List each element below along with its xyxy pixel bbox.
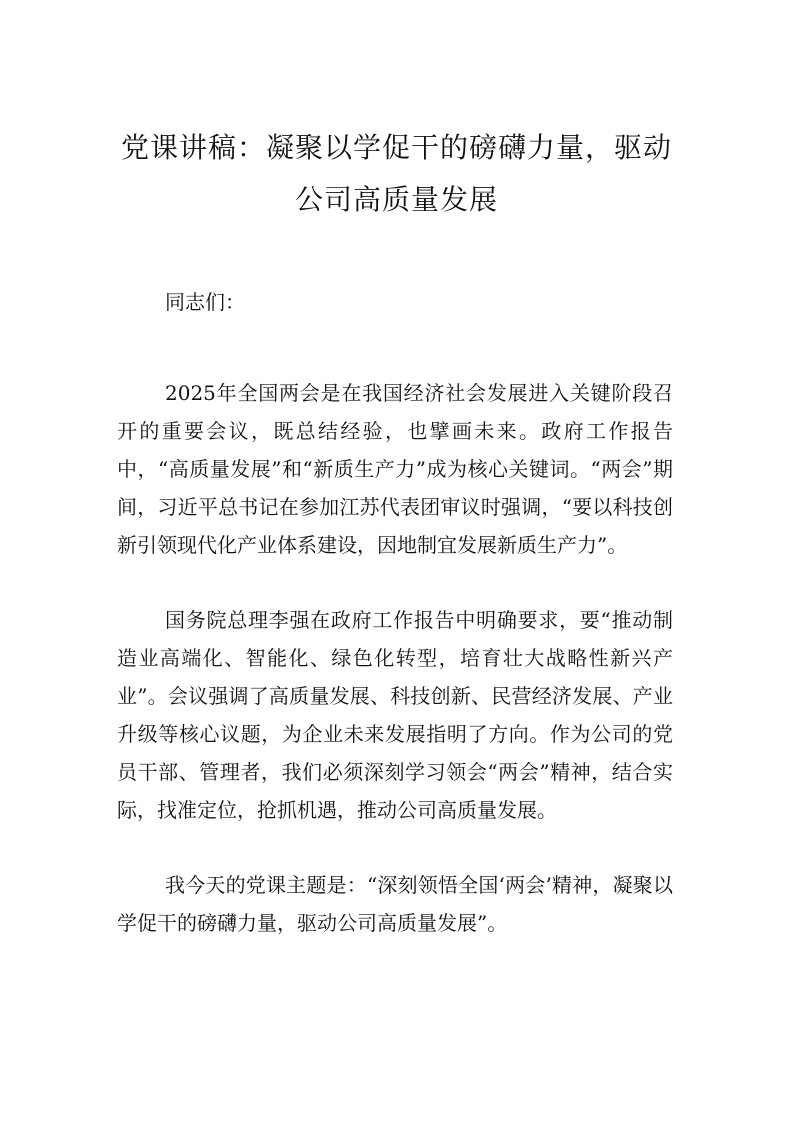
salutation: 同志们： [165, 290, 245, 314]
paragraph-spacer [117, 321, 673, 374]
document-body [117, 283, 673, 942]
paragraph-3: 我今天的党课主题是：“深刻领悟全国‘两会’精神，凝聚以学促干的磅礴力量，驱动公司高质量发展”。 [117, 873, 673, 935]
title-line-1: 党课讲稿：凝聚以学促干的磅礴力量，驱动 [120, 131, 672, 164]
paragraph-spacer [117, 829, 673, 866]
paragraph-spacer [117, 564, 673, 601]
paragraph-1: 2025年全国两会是在我国经济社会发展进入关键阶段召开的重要会议，既总结经验，也擘画未来。政府工作报告中，“高质量发展”和“新质生产力”成为核心关键词。“两会”期间，习近平总书记在参加江苏代表团审议时强调，“要以科技创新引领现代化产业体系建设，因地制宜发展新质生产力”。 [117, 381, 673, 557]
document-title [110, 122, 683, 226]
title-line-2: 公司高质量发展 [294, 183, 498, 216]
paragraph-2: 国务院总理李强在政府工作报告中明确要求，要“推动制造业高端化、智能化、绿色化转型，培育壮大战略性新兴产业”。会议强调了高质量发展、科技创新、民营经济发展、产业升级等核心议题，为企业未来发展指明了方向。作为公司的党员干部、管理者，我们必须深刻学习领会“两会”精神，结合实际，找准定位，抢抓机遇，推动公司高质量发展。 [117, 608, 673, 822]
